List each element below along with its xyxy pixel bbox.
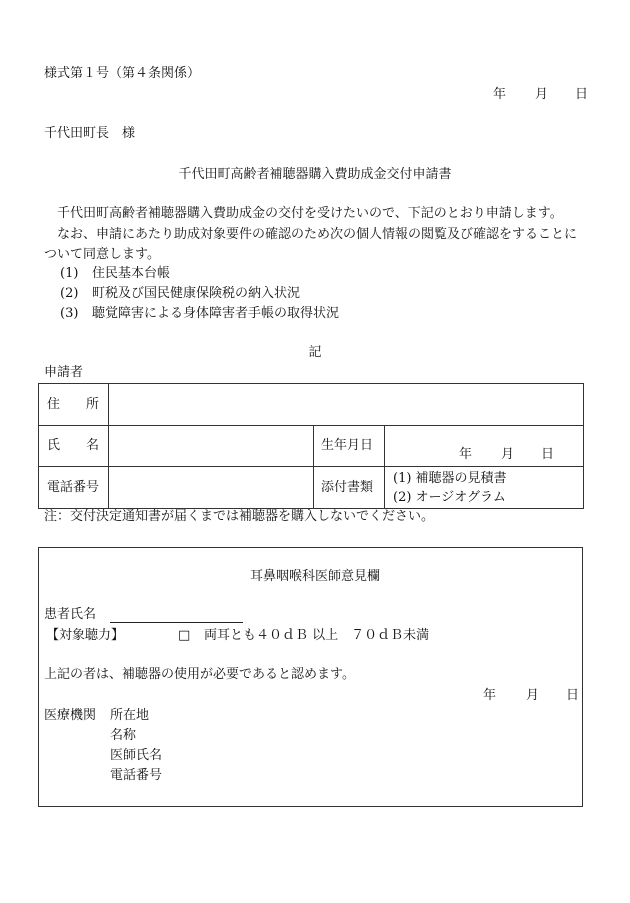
ki-heading: 記 bbox=[308, 345, 322, 360]
request-paragraph: 千代田町高齢者補聴器購入費助成金の交付を受けたいので、下記のとおり申請します。 bbox=[57, 206, 563, 221]
document-title: 千代田町高齢者補聴器購入費助成金交付申請書 bbox=[178, 167, 452, 182]
attachments-list bbox=[385, 467, 584, 509]
target-hearing-label: 【対象聴力】 bbox=[46, 628, 125, 643]
phone-field bbox=[109, 467, 314, 509]
attachment-item: (2) オージオグラム bbox=[393, 489, 506, 505]
medical-institution-label: 医療機関 bbox=[44, 708, 97, 723]
consent-item-text: 町税及び国民健康保険税の納入状況 bbox=[92, 286, 301, 301]
purchase-note: 注：交付決定通知書が届くまでは補聴器を購入しないでください。 bbox=[44, 509, 435, 524]
consent-item-number: (3) bbox=[60, 306, 79, 321]
institution-address-label: 所在地 bbox=[110, 708, 150, 723]
addressee: 千代田町長 様 bbox=[44, 126, 136, 141]
patient-name-underline bbox=[110, 622, 243, 623]
patient-name-label: 患者氏名 bbox=[44, 607, 97, 622]
consent-item-text: 聴覚障害による身体障害者手帳の取得状況 bbox=[92, 306, 340, 321]
address-label: 住 所 bbox=[39, 384, 109, 426]
consent-paragraph-line2: ついて同意します。 bbox=[44, 247, 160, 262]
opinion-date-month: 月 bbox=[526, 688, 540, 703]
birthdate-year: 年 bbox=[459, 447, 473, 462]
birthdate-day: 日 bbox=[541, 447, 555, 462]
name-label: 氏 名 bbox=[39, 426, 109, 467]
institution-name-label: 名称 bbox=[110, 728, 137, 743]
application-date-year: 年 bbox=[493, 87, 507, 102]
table-row bbox=[39, 384, 584, 426]
birthdate-label: 生年月日 bbox=[314, 426, 385, 467]
doctor-opinion-title: 耳鼻咽喉科医師意見欄 bbox=[249, 569, 380, 584]
phone-label: 電話番号 bbox=[39, 467, 109, 509]
application-date-month: 月 bbox=[535, 87, 549, 102]
name-field bbox=[109, 426, 314, 467]
target-hearing-checkbox: □ bbox=[178, 628, 191, 643]
consent-paragraph-line1: なお、申請にあたり助成対象要件の確認のため次の個人情報の閲覧及び確認をすることに bbox=[57, 227, 578, 242]
applicant-table bbox=[38, 383, 584, 509]
target-hearing-criteria: 両耳とも４０ｄＢ 以上 ７０ｄＢ未満 bbox=[204, 628, 430, 643]
consent-item-number: (2) bbox=[60, 286, 79, 301]
table-row bbox=[39, 467, 584, 509]
attachment-item: (1) 補聴器の見積書 bbox=[393, 470, 507, 486]
doctor-name-label: 医師氏名 bbox=[110, 748, 163, 763]
application-date-day: 日 bbox=[575, 87, 589, 102]
form-number: 様式第１号（第４条関係） bbox=[44, 66, 201, 81]
institution-phone-label: 電話番号 bbox=[110, 768, 163, 783]
birthdate-field bbox=[385, 426, 584, 467]
applicant-heading: 申請者 bbox=[44, 365, 84, 380]
table-row bbox=[39, 426, 584, 467]
birthdate-month: 月 bbox=[501, 447, 515, 462]
doctor-statement: 上記の者は、補聴器の使用が必要であると認めます。 bbox=[44, 667, 355, 682]
consent-item-number: (1) bbox=[60, 266, 79, 281]
address-field bbox=[109, 384, 584, 426]
attachments-label: 添付書類 bbox=[314, 467, 385, 509]
consent-item-text: 住民基本台帳 bbox=[92, 266, 171, 281]
opinion-date-day: 日 bbox=[566, 688, 580, 703]
opinion-date-year: 年 bbox=[483, 688, 497, 703]
